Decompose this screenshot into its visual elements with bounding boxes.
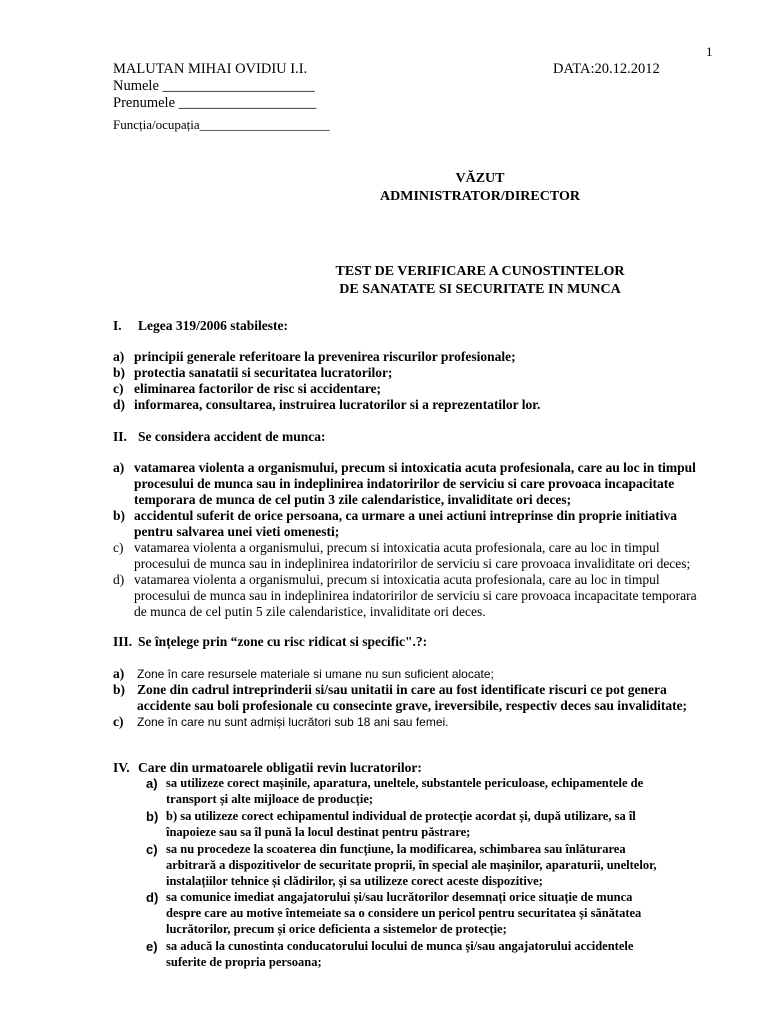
option-label: c) — [146, 842, 158, 857]
document-date: DATA:20.12.2012 — [553, 61, 660, 77]
section-question: Care din urmatoarele obligatii revin lucratorilor: — [138, 760, 422, 775]
option-text: accidente sau boli profesionale cu consecinte grave, ireversibile, respectiv deces sau invaliditate; — [137, 698, 688, 713]
option-text: instalațiilor tehnice și clădirilor, și sa utilizeze corect aceste dispozitive; — [166, 874, 543, 888]
option-text: procesului de munca sau in indeplinirea indatoririlor de serviciu si care provoaca incapacitate temporara — [134, 588, 697, 603]
option-text: Zone în care nu sunt admiși lucrători sub 18 ani sau femei. — [137, 715, 449, 729]
approval-role: ADMINISTRATOR/DIRECTOR — [380, 189, 580, 204]
option-label: a) — [113, 666, 125, 681]
option-label: b) — [113, 365, 126, 380]
option-label: c) — [113, 381, 124, 396]
option-label: b) — [113, 508, 126, 523]
option-label: d) — [146, 890, 159, 905]
option-text: Zone în care resursele materiale si umane nu sun suficient alocate; — [137, 667, 494, 681]
option-text: Zone din cadrul intreprinderii si/sau unitatii in care au fost identificate riscuri ce pot genera — [137, 682, 667, 697]
option-label: c) — [113, 540, 124, 555]
name-field: Numele _____________________ — [113, 78, 315, 94]
option-text: sa nu procedeze la scoaterea din funcțiune, la modificarea, schimbarea sau înlăturarea — [166, 842, 626, 856]
option-text: accidentul suferit de orice persoana, ca urmare a unei actiuni intreprinse din proprie initiativa — [134, 508, 677, 523]
option-text: vatamarea violenta a organismului, precum si intoxicatia acuta profesionala, care au loc in timpul — [134, 460, 696, 475]
option-text: sa utilizeze corect mașinile, aparatura, uneltele, substantele periculoase, echipamentele de — [166, 776, 644, 790]
section-question: Se înțelege prin “zone cu risc ridicat si specific".?: — [138, 634, 428, 649]
page-number: 1 — [706, 44, 713, 59]
option-text: despre care au motive întemeiate sa o considere un pericol pentru securitatea și sănătatea — [166, 906, 642, 920]
surname-field: Prenumele ___________________ — [113, 95, 317, 111]
section-number: I. — [113, 318, 122, 333]
option-text: eliminarea factorilor de risc si accidentare; — [134, 381, 382, 396]
option-label: a) — [146, 776, 158, 791]
option-text: de munca de cel putin 5 zile calendaristice, invaliditate ori deces. — [134, 604, 486, 619]
option-label: c) — [113, 714, 124, 729]
option-text: protectia sanatatii si securitatea lucratorilor; — [134, 365, 393, 380]
option-text: vatamarea violenta a organismului, precum si intoxicatia acuta profesionala, care au loc in timpul — [134, 572, 660, 587]
option-label: e) — [146, 939, 158, 954]
option-text: temporara de munca de cel putin 3 zile calendaristice, invaliditate ori deces; — [134, 492, 572, 507]
option-text: vatamarea violenta a organismului, precum si intoxicatia acuta profesionala, care au loc in timpul — [134, 540, 660, 555]
option-text: procesului de munca sau in indeplinirea indatoririlor de serviciu si care provoaca incapacitate — [134, 476, 675, 491]
test-title-line-1: TEST DE VERIFICARE A CUNOSTINTELOR — [335, 264, 625, 279]
option-text: procesului de munca sau in indeplinirea indatoririlor de serviciu si care provoaca invaliditate ori deces; — [134, 556, 691, 571]
option-label: d) — [113, 572, 125, 587]
option-text: arbitrară a dispozitivelor de securitate proprii, în special ale mașinilor, aparaturii, uneltelor, — [166, 858, 657, 872]
section-question: Se considera accident de munca: — [138, 429, 326, 444]
occupation-field: Funcția/ocupația____________________ — [113, 117, 330, 132]
option-text: sa aducă la cunostinta conducatorului locului de munca și/sau angajatorului accidentele — [166, 939, 634, 953]
option-text: lucrătorilor, precum și orice deficienta a sistemelor de protecție; — [166, 922, 507, 936]
option-text: principii generale referitoare la prevenirea riscurilor profesionale; — [134, 349, 516, 364]
option-text: înapoieze sau sa îl pună la locul destinat pentru păstrare; — [166, 825, 471, 839]
option-text: transport și alte mijloace de producție; — [166, 792, 374, 806]
option-label: a) — [113, 349, 125, 364]
option-text: suferite de propria persoana; — [166, 955, 322, 969]
option-label: a) — [113, 460, 125, 475]
section-number: II. — [113, 429, 127, 444]
option-label: b) — [113, 682, 126, 697]
option-text: sa comunice imediat angajatorului și/sau lucrătorilor desemnați orice situație de munca — [166, 890, 633, 904]
approval-vazut: VĂZUT — [455, 171, 505, 186]
option-text: informarea, consultarea, instruirea lucratorilor si a reprezentatilor lor. — [134, 397, 541, 412]
option-text: b) sa utilizeze corect echipamentul individual de protecție acordat și, după utilizare, sa îl — [166, 809, 636, 823]
section-number: IV. — [113, 760, 130, 775]
test-title-line-2: DE SANATATE SI SECURITATE IN MUNCA — [339, 282, 621, 297]
option-text: pentru salvarea unei vieti omenesti; — [134, 524, 340, 539]
company-name: MALUTAN MIHAI OVIDIU I.I. — [113, 61, 308, 77]
option-label: b) — [146, 809, 159, 824]
section-number: III. — [113, 634, 133, 649]
section-question: Legea 319/2006 stabileste: — [138, 318, 288, 333]
option-label: d) — [113, 397, 126, 412]
